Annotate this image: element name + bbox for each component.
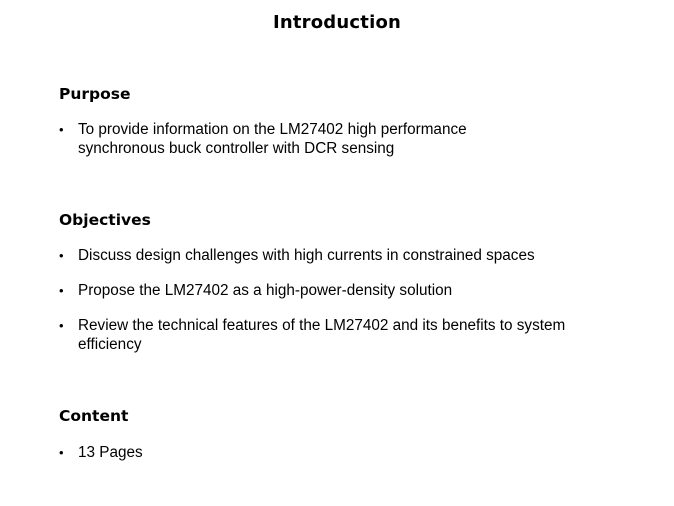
content-bullet-list [59, 443, 659, 462]
objectives-section [59, 210, 659, 354]
objectives-bullet-list [59, 246, 659, 354]
bullet-icon: • [59, 283, 64, 298]
bullet-text: 13 Pages [78, 444, 143, 461]
bullet-item [59, 246, 659, 265]
objectives-heading: Objectives [59, 211, 151, 229]
content-heading: Content [59, 407, 129, 425]
bullet-text: Discuss design challenges with high currents in constrained spaces [78, 247, 535, 264]
bullet-item [59, 281, 659, 300]
bullet-icon: • [59, 248, 64, 263]
bullet-item [59, 120, 659, 158]
bullet-text: Propose the LM27402 as a high-power-density solution [78, 282, 453, 299]
bullet-text: To provide information on the LM27402 high performance synchronous buck controller with DCR sensing [78, 121, 467, 157]
bullet-icon: • [59, 445, 64, 460]
bullet-icon: • [59, 318, 64, 333]
bullet-item [59, 443, 659, 462]
bullet-item [59, 316, 659, 354]
bullet-text: Review the technical features of the LM27402 and its benefits to system efficiency [78, 317, 566, 353]
bullet-icon: • [59, 122, 64, 137]
content-section [59, 406, 659, 462]
slide-title: Introduction [272, 12, 402, 33]
purpose-bullet-list [59, 120, 659, 158]
purpose-section [59, 84, 659, 158]
purpose-heading: Purpose [59, 85, 131, 103]
